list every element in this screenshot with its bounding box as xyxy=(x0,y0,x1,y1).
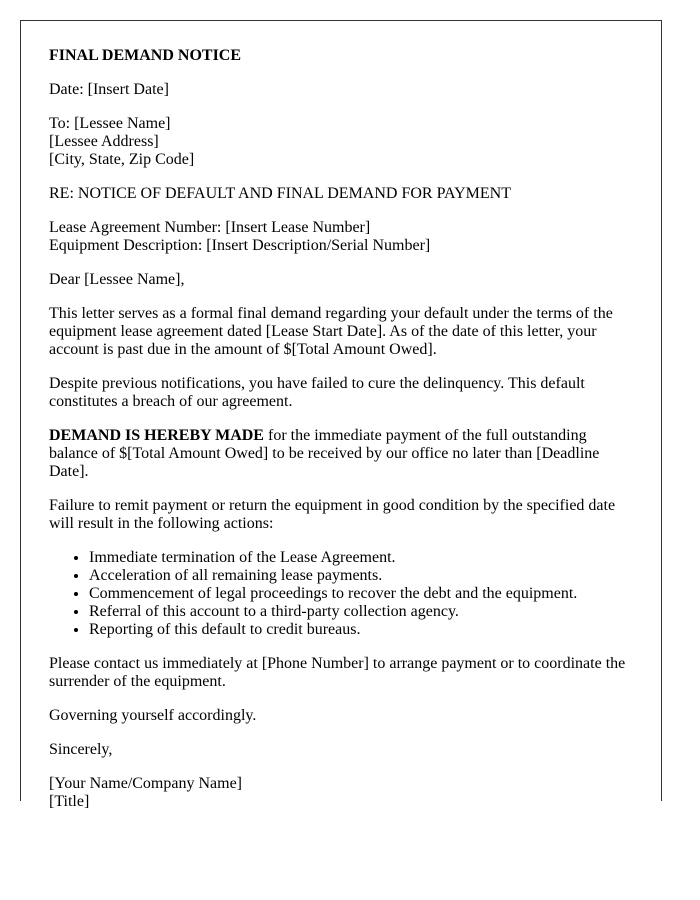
contact-paragraph: Please contact us immediately at [Phone Number] to arrange payment or to coordinate the surrender of the equipment. xyxy=(49,655,626,690)
salutation: Dear [Lessee Name], xyxy=(49,271,185,288)
document-title: FINAL DEMAND NOTICE xyxy=(49,47,242,64)
list-item: • Immediate termination of the Lease Agreement. xyxy=(89,549,633,567)
consequences-list xyxy=(49,549,633,639)
demand-text: for the immediate payment of the full outstanding balance of $[Total Amount Owed] to be received by our office no later than [Deadline Date]. xyxy=(49,427,600,480)
date-line: Date: [Insert Date] xyxy=(49,81,169,98)
equipment-description-line: Equipment Description: [Insert Description/Serial Number] xyxy=(49,237,431,254)
recipient-address: [Lessee Address] xyxy=(49,133,159,150)
document-frame xyxy=(20,20,662,810)
demand-paragraph xyxy=(49,427,633,481)
list-item: • Reporting of this default to credit bureaus. xyxy=(89,621,633,639)
list-item: • Commencement of legal proceedings to recover the debt and the equipment. xyxy=(89,585,633,603)
list-item: • Referral of this account to a third-party collection agency. xyxy=(89,603,633,621)
re-line: RE: NOTICE OF DEFAULT AND FINAL DEMAND FOR PAYMENT xyxy=(49,185,511,202)
recipient-block xyxy=(49,115,633,169)
intro-paragraph: This letter serves as a formal final demand regarding your default under the terms of the equipment lease agreement dated [Lease Start Date]. As of the date of this letter, your account is past due in the amount of $[Total Amount Owed]. xyxy=(49,305,613,358)
signature-title: [Title] xyxy=(49,793,90,810)
reference-block xyxy=(49,219,633,255)
failure-paragraph: Failure to remit payment or return the equipment in good condition by the specified date will result in the following actions: xyxy=(49,497,616,532)
governing-line: Governing yourself accordingly. xyxy=(49,707,257,724)
recipient-name: To: [Lessee Name] xyxy=(49,115,171,132)
list-item: • Acceleration of all remaining lease payments. xyxy=(89,567,633,585)
delinquency-paragraph: Despite previous notifications, you have failed to cure the delinquency. This default constitutes a breach of our agreement. xyxy=(49,375,585,410)
signature-name: [Your Name/Company Name] xyxy=(49,775,243,792)
demand-letter xyxy=(21,21,661,811)
recipient-city-state-zip: [City, State, Zip Code] xyxy=(49,151,195,168)
closing: Sincerely, xyxy=(49,741,113,758)
signature-block xyxy=(49,775,633,811)
demand-emphasis: DEMAND IS HEREBY MADE xyxy=(49,427,264,444)
lease-number-line: Lease Agreement Number: [Insert Lease Number] xyxy=(49,219,371,236)
